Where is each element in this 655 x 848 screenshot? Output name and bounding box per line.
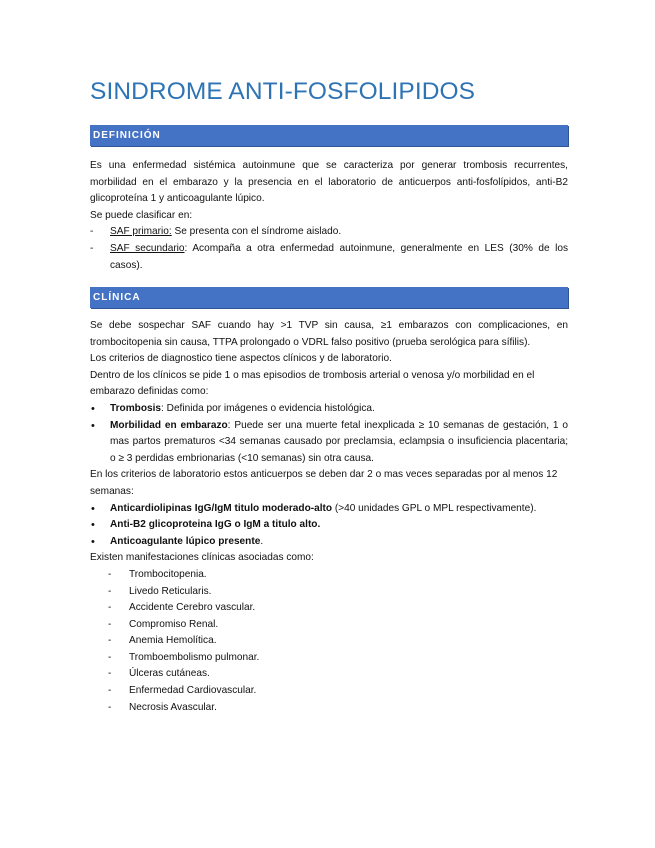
lab-term: Anticoagulante lúpico presente: [110, 535, 261, 547]
lab-criteria-list: [90, 501, 568, 551]
saf-type-term: SAF primario:: [110, 226, 172, 238]
list-item: - Livedo Reticularis.: [90, 584, 568, 601]
clinica-body: [90, 318, 568, 716]
assoc-intro: Existen manifestaciones clínicas asociadas como:: [90, 552, 314, 564]
criterion-term: Morbilidad en embarazo: [110, 419, 228, 431]
lab-term: Anti-B2 glicoproteina IgG o IgM a titulo alto.: [110, 519, 321, 531]
criterion-term: Trombosis: [110, 402, 162, 414]
classify-intro: Se puede clasificar en:: [90, 209, 193, 221]
criterion-text: : Puede ser una muerte fetal inexplicada ≥ 10 semanas de gestación, 1 o mas partos prematuros <34 semanas causado por preclamsia, eclampsia o insuficiencia placentaria; o ≥ 3 perdidas embrionarias (<10 semanas) sin otra causa.: [110, 419, 568, 464]
list-item: [90, 224, 568, 241]
list-item: - Compromiso Renal.: [90, 617, 568, 634]
section-heading-clinica: CLÍNICA: [90, 287, 568, 308]
list-item: - Necrosis Avascular.: [90, 700, 568, 717]
clinica-intro: Se debe sospechar SAF cuando hay >1 TVP sin causa, ≥1 embarazos con complicaciones, en trombocitopenia sin causa, TTPA prolongado o VDRL falso positivo (prueba serológica para sífilis).: [90, 320, 568, 348]
list-item: - Tromboembolismo pulmonar.: [90, 650, 568, 667]
definicion-paragraph: Es una enfermedad sistémica autoinmune que se caracteriza por generar trombosis recurrentes, morbilidad en el embarazo y la presencia en el laboratorio de anticuerpos anti-fosfolípidos, anti-B2 glicoproteína 1 y anticoagulante lúpico.: [90, 160, 568, 205]
list-item: [90, 401, 568, 418]
saf-type-text: Se presenta con el síndrome aislado.: [171, 226, 342, 238]
lab-term: Anticardiolipinas IgG/IgM titulo moderado-alto: [110, 502, 333, 514]
lab-text: (>40 unidades GPL o MPL respectivamente).: [332, 502, 537, 514]
lab-intro: En los criterios de laboratorio estos anticuerpos se deben dar 2 o mas veces separadas por al menos 12 semanas:: [90, 469, 558, 497]
saf-type-list: [90, 224, 568, 274]
lab-text: .: [260, 535, 264, 547]
page-title: SINDROME ANTI-FOSFOLIPIDOS: [90, 78, 476, 105]
list-item: - Anemia Hemolítica.: [90, 633, 568, 650]
clinical-criteria-list: [90, 401, 568, 467]
list-item: [90, 501, 568, 518]
associated-list: [90, 567, 568, 716]
list-item: - Accidente Cerebro vascular.: [90, 600, 568, 617]
list-item: [90, 418, 568, 468]
definicion-body: [90, 158, 568, 274]
list-item: [90, 517, 568, 534]
list-item: - Enfermedad Cardiovascular.: [90, 683, 568, 700]
criteria-intro: Los criterios de diagnostico tiene aspectos clínicos y de laboratorio.: [90, 353, 392, 365]
list-item: [90, 241, 568, 274]
section-heading-definicion: DEFINICIÓN: [90, 125, 568, 146]
saf-type-text: : Acompaña a otra enfermedad autoinmune, generalmente en LES (30% de los casos).: [110, 242, 568, 271]
list-item: - Úlceras cutáneas.: [90, 666, 568, 683]
criterion-text: : Definida por imágenes o evidencia histológica.: [161, 402, 375, 414]
list-item: - Trombocitopenia.: [90, 567, 568, 584]
list-item: [90, 534, 568, 551]
saf-type-term: SAF secundario: [110, 242, 185, 254]
clinical-intro: Dentro de los clínicos se pide 1 o mas episodios de trombosis arterial o venosa y/o morbilidad en el embarazo definidas como:: [90, 369, 535, 398]
